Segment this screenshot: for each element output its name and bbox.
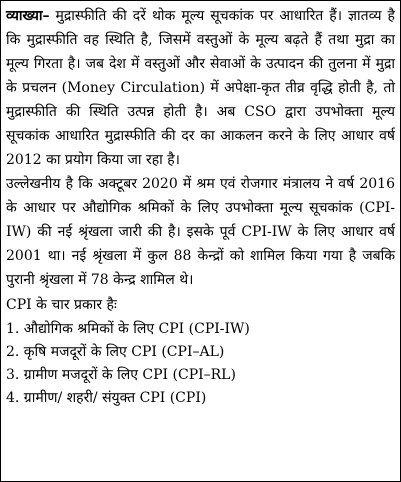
- cpi-types-heading: CPI के चार प्रकार हैः: [6, 297, 117, 313]
- explanation-text: मुद्रास्फीति की दरें थोक मूल्य सूचकांक पर आधारित हैं। ज्ञातव्य है कि मुद्रास्फीति वह स्थिति है, जिसमें वस्तुओं के मूल्य बढ़ते हैं तथा मुद्रा का मूल्य गिरता है। जब देश में वस्तुओं और सेवाओं के उत्पादन की तुलना में मुद्रा के प्रचलन (Money Circulation) में अपेक्षा-कृत तीव्र वृद्धि होती है, तो मुद्रास्फीति की स्थिति उत्पन्न होती है। अब CSO द्वारा उपभोक्ता मूल्य सूचकांक आधारित मुद्रास्फीति की दर का आकलन करने के लिए आधार वर्ष 2012 का प्रयोग किया जा रहा है।: [6, 8, 395, 168]
- list-item: 1. औद्योगिक श्रमिकों के लिए CPI (CPI-IW): [6, 321, 250, 337]
- list-item: 4. ग्रामीण/ शहरी/ संयुक्त CPI (CPI): [6, 390, 207, 406]
- notable-paragraph: उल्लेखनीय है कि अक्टूबर 2020 में श्रम एवं रोजगार मंत्रालय ने वर्ष 2016 के आधार पर औद्योगिक श्रमिकों के लिए उपभोक्ता मूल्य सूचकांक (CPI-IW) की नई श्रृंखला जारी की है। इसके पूर्व CPI-IW के लिए आधार वर्ष 2001 था। नई श्रृंखला में कुल 88 केन्द्रों को शामिल किया गया है जबकि पुरानी श्रृंखला में 78 केन्द्र शामिल थे।: [6, 176, 395, 288]
- cpi-types-list: [6, 318, 395, 410]
- list-item: 2. कृषि मजदूरों के लिए CPI (CPI–AL): [6, 344, 225, 360]
- list-item: 3. ग्रामीण मजदूरों के लिए CPI (CPI–RL): [6, 367, 236, 383]
- explanation-paragraph: [6, 4, 395, 172]
- explanation-label: व्याख्या–: [6, 8, 50, 24]
